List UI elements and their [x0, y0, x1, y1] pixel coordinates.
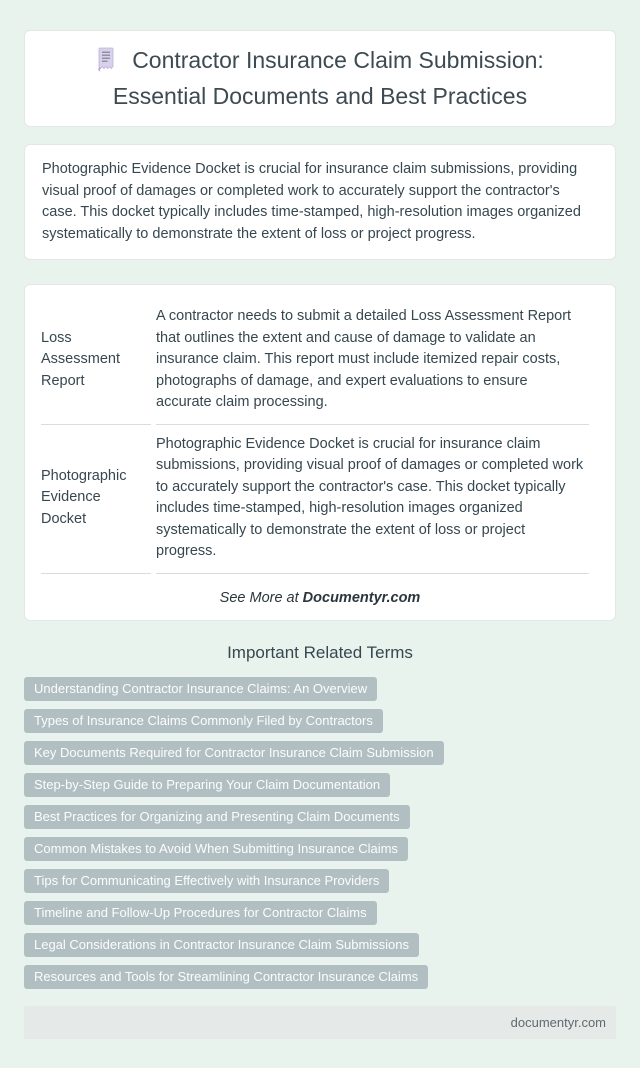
related-term-tag[interactable]: Timeline and Follow-Up Procedures for Contractor Claims — [24, 901, 377, 925]
related-term-tag[interactable]: Understanding Contractor Insurance Claims: An Overview — [24, 677, 377, 701]
documents-card — [24, 284, 616, 621]
intro-paragraph: Photographic Evidence Docket is crucial for insurance claim submissions, providing visual proof of damages or completed work to accurately support the contractor's case. This docket typically includes time-stamped, high-resolution images organized systematically to demonstrate the extent of loss or project progress. — [42, 161, 581, 242]
related-terms-heading: Important Related Terms — [227, 642, 413, 662]
receipt-icon — [96, 47, 116, 81]
related-term-tag[interactable]: Resources and Tools for Streamlining Contractor Insurance Claims — [24, 965, 428, 989]
page-title — [45, 45, 595, 112]
footer-bar — [24, 1006, 616, 1039]
title-line1: Contractor Insurance Claim Submission: — [132, 47, 544, 73]
related-term-tag[interactable]: Best Practices for Organizing and Presenting Claim Documents — [24, 805, 410, 829]
documents-table — [36, 297, 594, 574]
title-line2: Essential Documents and Best Practices — [112, 83, 528, 109]
table-row — [41, 425, 589, 574]
related-term-tag[interactable]: Types of Insurance Claims Commonly Filed by Contractors — [24, 709, 383, 733]
related-term-tag[interactable]: Key Documents Required for Contractor Insurance Claim Submission — [24, 741, 444, 765]
title-card — [24, 30, 616, 127]
related-term-tag[interactable]: Common Mistakes to Avoid When Submitting Insurance Claims — [24, 837, 408, 861]
related-term-tag[interactable]: Tips for Communicating Effectively with Insurance Providers — [24, 869, 389, 893]
document-description: A contractor needs to submit a detailed Loss Assessment Report that outlines the extent and cause of damage to validate an insurance claim. This report must include itemized repair costs, photographs of damage, and expert evaluations to ensure accurate claim processing. — [156, 297, 589, 425]
table-row — [41, 297, 589, 425]
related-terms-list — [24, 677, 616, 989]
see-more-line — [41, 590, 599, 606]
related-term-tag[interactable]: Step-by-Step Guide to Preparing Your Claim Documentation — [24, 773, 390, 797]
document-description: Photographic Evidence Docket is crucial for insurance claim submissions, providing visual proof of damages or completed work to accurately support the contractor's case. This docket typically includes time-stamped, high-resolution images organized systematically to demonstrate the extent of loss or project progress. — [156, 425, 589, 574]
intro-card — [24, 144, 616, 260]
related-term-tag[interactable]: Legal Considerations in Contractor Insurance Claim Submissions — [24, 933, 419, 957]
see-more-brand-link[interactable]: Documentyr.com — [302, 589, 421, 606]
documents-table-body — [41, 297, 589, 574]
see-more-text: See More at — [219, 589, 303, 606]
footer-site-label: documentyr.com — [510, 1014, 606, 1030]
document-term: Loss Assessment Report — [41, 297, 151, 425]
document-term: Photographic Evidence Docket — [41, 425, 151, 574]
